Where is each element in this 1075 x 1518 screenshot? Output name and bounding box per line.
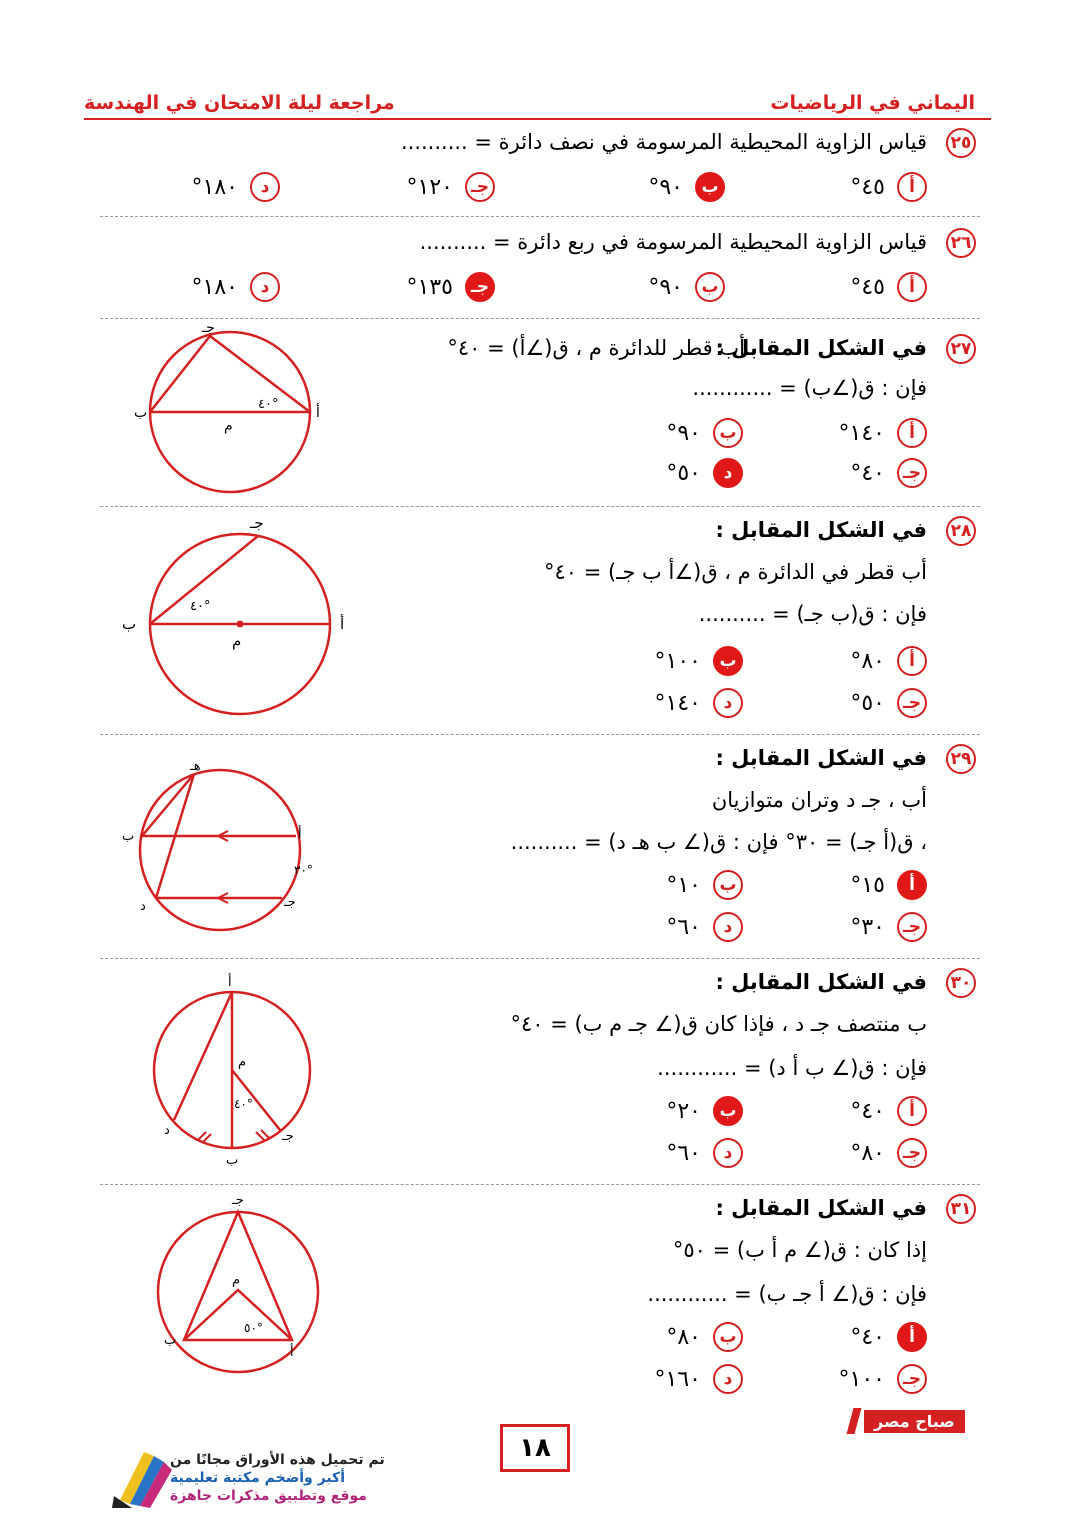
option-label: د [713,1138,743,1168]
option-label: ب [713,1322,743,1352]
question-line1: إذا كان : ق(∠ م أ ب) = ٥٠° [672,1238,927,1262]
option-label: د [713,1364,743,1394]
angle-label: ٣٠° [294,863,313,877]
separator [100,734,980,735]
point-label: أ [290,1345,294,1360]
point-label: د [140,899,146,914]
question-lead: في الشكل المقابل : [715,1196,927,1220]
logo-stripe [847,1408,862,1434]
point-label: م [232,632,242,650]
option-d[interactable] [666,458,743,488]
question-lead: في الشكل المقابل : [715,970,927,994]
option-value: ١٨٠° [191,174,238,200]
option-value: ٨٠° [850,1140,885,1166]
option-c[interactable] [850,688,927,718]
separator [100,506,980,507]
option-value: ٩٠° [648,274,683,300]
point-label: جـ [202,322,215,336]
point-label: جـ [284,895,296,910]
option-value: ٨٠° [850,648,885,674]
option-value: ٣٠° [850,914,885,940]
option-c[interactable] [850,458,927,488]
option-c[interactable] [407,272,495,302]
option-value: ٤٠° [850,1098,885,1124]
point-label: جـ [282,1129,294,1144]
question-lead: في الشكل المقابل : [715,518,927,542]
option-value: ٥٠° [850,690,885,716]
option-value: ٤٥° [850,174,885,200]
option-label: أ [897,418,927,448]
point-label: ب [134,405,148,421]
option-label: د [713,458,743,488]
option-a[interactable] [850,870,927,900]
question-number: ٢٧ [946,334,976,364]
question-number: ٢٦ [946,228,976,258]
option-b[interactable] [648,172,725,202]
option-label: ب [713,1096,743,1126]
option-label: ب [713,418,743,448]
option-label: جـ [897,912,927,942]
option-a[interactable] [839,418,927,448]
option-label: جـ [465,272,495,302]
promo-line-2: أكبر وأضخم مكتبة تعليمية [170,1470,345,1486]
question-number: ٢٨ [946,516,976,546]
question-line2: ، ق(أ جـ) = ٣٠° فإن : ق(∠ ب هـ د) = .......... [510,830,927,854]
option-value: ٤٠° [850,1324,885,1350]
question-lead: في الشكل المقابل : [715,746,927,770]
point-label: ب [164,1333,177,1348]
option-b[interactable] [666,418,743,448]
option-label: د [713,912,743,942]
figure-27 [130,322,330,502]
option-a[interactable] [850,1096,927,1126]
option-d[interactable] [192,272,280,302]
option-a[interactable] [850,172,927,202]
angle-label: ٤٠° [234,1097,253,1111]
header-title-right: اليماني في الرياضيات [770,92,975,114]
option-value: ١٠٠° [654,648,701,674]
option-label: ب [713,646,743,676]
option-a[interactable] [850,272,927,302]
option-label: جـ [465,172,495,202]
option-c[interactable] [850,912,927,942]
option-value: ١٠° [666,872,701,898]
option-b[interactable] [666,1322,743,1352]
promo-line-3: موقع وتطبيق مذكرات جاهزة [170,1488,367,1504]
point-label: ب [226,1153,239,1167]
option-value: ٢٠° [666,1098,701,1124]
option-label: جـ [897,1138,927,1168]
angle-label: ٤٠° [190,599,211,614]
angle-label: ٤٠° [258,397,279,412]
option-value: ١٨٠° [191,274,238,300]
option-value: ١٣٥° [406,274,453,300]
question-line1: أب ، جـ د وتران متوازيان [711,788,927,812]
question-text: قياس الزاوية المحيطية المرسومة في نصف دائرة = .......... [400,130,927,154]
option-value: ٩٠° [666,420,701,446]
option-label: جـ [897,1364,927,1394]
option-value: ١٠٠° [838,1366,885,1392]
angle-label: ٥٠° [244,1321,263,1335]
option-b[interactable] [666,870,743,900]
question-number: ٢٩ [946,744,976,774]
point-label: د [164,1123,170,1138]
option-d[interactable] [655,1364,743,1394]
question-line2: فإن : ق(ب جـ) = .......... [698,602,927,626]
option-value: ٤٥° [850,274,885,300]
option-d[interactable] [666,1138,743,1168]
option-a[interactable] [850,1322,927,1352]
point-label: أ [228,975,232,990]
option-value: ٦٠° [666,1140,701,1166]
question-line2: فإن : ق(∠ ب أ د) = ............ [657,1056,927,1080]
separator [100,216,980,217]
point-label: هـ [190,760,201,774]
brand-logo [850,1408,965,1434]
option-label: د [250,172,280,202]
option-label: أ [897,272,927,302]
point-label: م [238,1055,247,1070]
separator [100,318,980,319]
option-label: أ [897,1096,927,1126]
point-label: أ [298,827,302,842]
option-label: أ [897,1322,927,1352]
question-lead: في الشكل المقابل : [715,336,927,360]
option-label: ب [713,870,743,900]
point-label: جـ [232,1193,244,1208]
option-value: ١٤٠° [838,420,885,446]
separator [100,1184,980,1185]
question-line2: فإن : ق(∠ أ جـ ب) = ............ [647,1282,927,1306]
promo-line-1: تم تحميل هذه الأوراق مجانًا من [170,1452,385,1468]
figure-29 [118,760,338,940]
question-line1: ب منتصف جـ د ، فإذا كان ق(∠ جـ م ب) = ٤٠° [510,1012,927,1036]
option-value: ١٤٠° [654,690,701,716]
option-value: ١٦٠° [654,1366,701,1392]
option-label: ب [695,172,725,202]
point-label: أ [340,615,345,633]
option-c[interactable] [850,1138,927,1168]
option-b[interactable] [648,272,725,302]
option-value: ٩٠° [648,174,683,200]
brand-name: صباح مصر [864,1410,965,1433]
question-number: ٣٠ [946,968,976,998]
point-label: م [232,1273,241,1288]
point-label: م [224,418,233,434]
option-d[interactable] [192,172,280,202]
figure-28 [118,512,368,727]
option-value: ٥٠° [666,460,701,486]
page-number: ١٨ [500,1424,570,1472]
option-label: د [713,688,743,718]
question-line1: أب قطر للدائرة م ، ق(∠أ) = ٤٠° [447,336,745,360]
point-label: ب [122,829,135,844]
separator [100,958,980,959]
option-label: أ [897,646,927,676]
question-line2: فإن : ق(∠ب) = ............ [692,376,927,400]
option-label: أ [897,172,927,202]
option-label: د [250,272,280,302]
option-d[interactable] [666,912,743,942]
option-value: ١٥° [850,872,885,898]
option-c[interactable] [839,1364,927,1394]
option-value: ١٢٠° [406,174,453,200]
header-title-left: مراجعة ليلة الامتحان في الهندسة [84,92,395,114]
question-text: قياس الزاوية المحيطية المرسومة في ربع دائرة = .......... [419,230,927,254]
question-line1: أب قطر في الدائرة م ، ق(∠أ ب جـ) = ٤٠° [544,560,927,584]
figure-30 [140,972,340,1167]
option-label: ب [695,272,725,302]
point-label: جـ [250,514,264,532]
point-label: ب [122,615,137,633]
option-a[interactable] [850,646,927,676]
option-b[interactable] [655,646,743,676]
question-number: ٣١ [946,1194,976,1224]
option-label: جـ [897,458,927,488]
option-d[interactable] [655,688,743,718]
header-divider [84,118,991,120]
figure-31 [140,1190,340,1390]
option-b[interactable] [666,1096,743,1126]
option-value: ٨٠° [666,1324,701,1350]
question-number: ٢٥ [946,128,976,158]
option-value: ٦٠° [666,914,701,940]
point-label: أ [316,405,320,421]
option-label: جـ [897,688,927,718]
option-c[interactable] [407,172,495,202]
option-value: ٤٠° [850,460,885,486]
option-label: أ [897,870,927,900]
